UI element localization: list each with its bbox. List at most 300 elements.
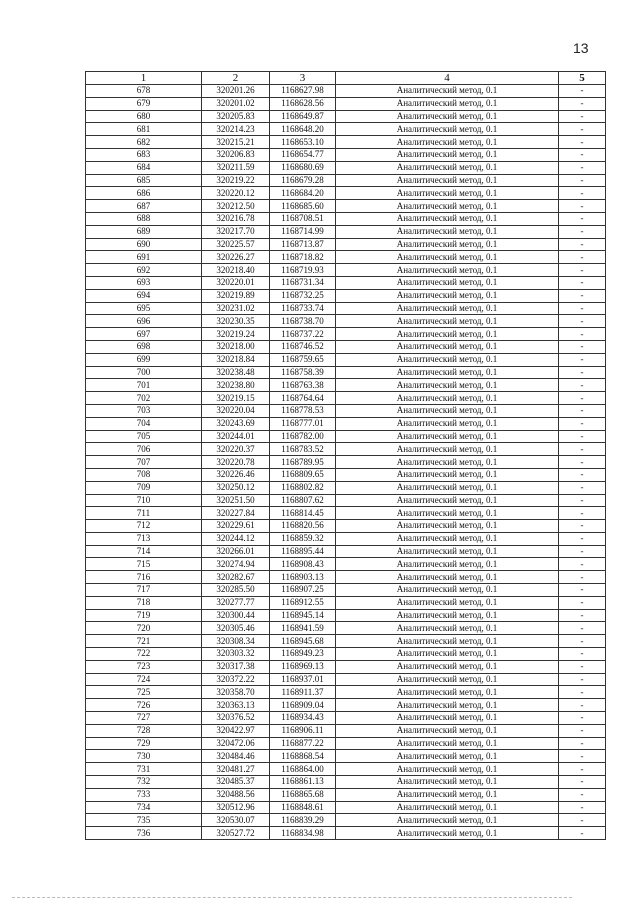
x-coordinate-cell: 320376.52 <box>202 712 270 725</box>
column-5-cell: - <box>559 827 606 840</box>
column-5-cell: - <box>559 97 606 110</box>
method-cell: Аналитический метод, 0.1 <box>336 507 559 520</box>
y-coordinate-cell: 1168783.52 <box>270 443 336 456</box>
method-cell: Аналитический метод, 0.1 <box>336 545 559 558</box>
point-number-cell: 691 <box>86 251 202 264</box>
table-row <box>86 187 606 200</box>
method-cell: Аналитический метод, 0.1 <box>336 481 559 494</box>
point-number-cell: 694 <box>86 289 202 302</box>
y-coordinate-cell: 1168713.87 <box>270 238 336 251</box>
x-coordinate-cell: 320243.69 <box>202 417 270 430</box>
y-coordinate-cell: 1168807.62 <box>270 494 336 507</box>
point-number-cell: 692 <box>86 264 202 277</box>
point-number-cell: 688 <box>86 212 202 225</box>
y-coordinate-cell: 1168708.51 <box>270 212 336 225</box>
point-number-cell: 730 <box>86 750 202 763</box>
table-row <box>86 340 606 353</box>
x-coordinate-cell: 320220.12 <box>202 187 270 200</box>
column-5-cell: - <box>559 648 606 661</box>
column-5-cell: - <box>559 302 606 315</box>
point-number-cell: 719 <box>86 609 202 622</box>
table-row <box>86 392 606 405</box>
column-5-cell: - <box>559 788 606 801</box>
footer-divider <box>12 897 572 898</box>
y-coordinate-cell: 1168789.95 <box>270 456 336 469</box>
x-coordinate-cell: 320212.50 <box>202 200 270 213</box>
y-coordinate-cell: 1168654.77 <box>270 148 336 161</box>
y-coordinate-cell: 1168903.13 <box>270 571 336 584</box>
point-number-cell: 734 <box>86 801 202 814</box>
y-coordinate-cell: 1168839.29 <box>270 814 336 827</box>
column-5-cell: - <box>559 545 606 558</box>
point-number-cell: 700 <box>86 366 202 379</box>
column-5-cell: - <box>559 776 606 789</box>
y-coordinate-cell: 1168777.01 <box>270 417 336 430</box>
table-row <box>86 200 606 213</box>
point-number-cell: 686 <box>86 187 202 200</box>
point-number-cell: 735 <box>86 814 202 827</box>
y-coordinate-cell: 1168949.23 <box>270 648 336 661</box>
column-5-cell: - <box>559 712 606 725</box>
column-5-cell: - <box>559 801 606 814</box>
column-5-cell: - <box>559 366 606 379</box>
method-cell: Аналитический метод, 0.1 <box>336 379 559 392</box>
page-number: 13 <box>573 40 589 56</box>
method-cell: Аналитический метод, 0.1 <box>336 187 559 200</box>
table-row <box>86 686 606 699</box>
table-row <box>86 494 606 507</box>
y-coordinate-cell: 1168865.68 <box>270 788 336 801</box>
table-row <box>86 302 606 315</box>
y-coordinate-cell: 1168911.37 <box>270 686 336 699</box>
point-number-cell: 732 <box>86 776 202 789</box>
method-cell: Аналитический метод, 0.1 <box>336 494 559 507</box>
x-coordinate-cell: 320317.38 <box>202 660 270 673</box>
table-row <box>86 481 606 494</box>
x-coordinate-cell: 320250.12 <box>202 481 270 494</box>
method-cell: Аналитический метод, 0.1 <box>336 366 559 379</box>
x-coordinate-cell: 320220.04 <box>202 404 270 417</box>
y-coordinate-cell: 1168859.32 <box>270 532 336 545</box>
point-number-cell: 715 <box>86 558 202 571</box>
method-cell: Аналитический метод, 0.1 <box>336 302 559 315</box>
point-number-cell: 703 <box>86 404 202 417</box>
column-5-cell: - <box>559 417 606 430</box>
method-cell: Аналитический метод, 0.1 <box>336 673 559 686</box>
y-coordinate-cell: 1168782.00 <box>270 430 336 443</box>
method-cell: Аналитический метод, 0.1 <box>336 404 559 417</box>
point-number-cell: 720 <box>86 622 202 635</box>
column-5-cell: - <box>559 673 606 686</box>
column-5-cell: - <box>559 507 606 520</box>
x-coordinate-cell: 320485.37 <box>202 776 270 789</box>
table-row <box>86 315 606 328</box>
coordinates-table <box>85 71 606 840</box>
x-coordinate-cell: 320218.84 <box>202 353 270 366</box>
method-cell: Аналитический метод, 0.1 <box>336 110 559 123</box>
x-coordinate-cell: 320300.44 <box>202 609 270 622</box>
column-5-cell: - <box>559 750 606 763</box>
table-header-row <box>86 72 606 85</box>
method-cell: Аналитический метод, 0.1 <box>336 520 559 533</box>
column-5-cell: - <box>559 686 606 699</box>
point-number-cell: 721 <box>86 635 202 648</box>
point-number-cell: 702 <box>86 392 202 405</box>
method-cell: Аналитический метод, 0.1 <box>336 225 559 238</box>
table-row <box>86 97 606 110</box>
header-point-number: 1 <box>86 72 202 85</box>
table-row <box>86 417 606 430</box>
y-coordinate-cell: 1168731.34 <box>270 276 336 289</box>
point-number-cell: 714 <box>86 545 202 558</box>
x-coordinate-cell: 320226.46 <box>202 468 270 481</box>
column-5-cell: - <box>559 225 606 238</box>
table-row <box>86 584 606 597</box>
y-coordinate-cell: 1168679.28 <box>270 174 336 187</box>
x-coordinate-cell: 320527.72 <box>202 827 270 840</box>
method-cell: Аналитический метод, 0.1 <box>336 392 559 405</box>
method-cell: Аналитический метод, 0.1 <box>336 737 559 750</box>
method-cell: Аналитический метод, 0.1 <box>336 648 559 661</box>
x-coordinate-cell: 320303.32 <box>202 648 270 661</box>
y-coordinate-cell: 1168877.22 <box>270 737 336 750</box>
table-row <box>86 660 606 673</box>
method-cell: Аналитический метод, 0.1 <box>336 251 559 264</box>
x-coordinate-cell: 320266.01 <box>202 545 270 558</box>
point-number-cell: 717 <box>86 584 202 597</box>
table-row <box>86 788 606 801</box>
x-coordinate-cell: 320488.56 <box>202 788 270 801</box>
table-row <box>86 827 606 840</box>
y-coordinate-cell: 1168738.70 <box>270 315 336 328</box>
y-coordinate-cell: 1168908.43 <box>270 558 336 571</box>
column-5-cell: - <box>559 763 606 776</box>
table-row <box>86 520 606 533</box>
x-coordinate-cell: 320484.46 <box>202 750 270 763</box>
table-row <box>86 507 606 520</box>
table-row <box>86 328 606 341</box>
point-number-cell: 689 <box>86 225 202 238</box>
y-coordinate-cell: 1168861.13 <box>270 776 336 789</box>
column-5-cell: - <box>559 315 606 328</box>
table-row <box>86 123 606 136</box>
table-row <box>86 699 606 712</box>
x-coordinate-cell: 320214.23 <box>202 123 270 136</box>
method-cell: Аналитический метод, 0.1 <box>336 699 559 712</box>
point-number-cell: 716 <box>86 571 202 584</box>
column-5-cell: - <box>559 328 606 341</box>
point-number-cell: 706 <box>86 443 202 456</box>
x-coordinate-cell: 320238.80 <box>202 379 270 392</box>
y-coordinate-cell: 1168759.65 <box>270 353 336 366</box>
x-coordinate-cell: 320472.06 <box>202 737 270 750</box>
method-cell: Аналитический метод, 0.1 <box>336 776 559 789</box>
x-coordinate-cell: 320422.97 <box>202 724 270 737</box>
table-row <box>86 468 606 481</box>
table-row <box>86 289 606 302</box>
table-row <box>86 545 606 558</box>
method-cell: Аналитический метод, 0.1 <box>336 558 559 571</box>
method-cell: Аналитический метод, 0.1 <box>336 443 559 456</box>
table-row <box>86 264 606 277</box>
x-coordinate-cell: 320201.02 <box>202 97 270 110</box>
x-coordinate-cell: 320285.50 <box>202 584 270 597</box>
table-row <box>86 814 606 827</box>
point-number-cell: 723 <box>86 660 202 673</box>
x-coordinate-cell: 320218.40 <box>202 264 270 277</box>
column-5-cell: - <box>559 468 606 481</box>
table-row <box>86 673 606 686</box>
method-cell: Аналитический метод, 0.1 <box>336 276 559 289</box>
table-row <box>86 110 606 123</box>
method-cell: Аналитический метод, 0.1 <box>336 315 559 328</box>
method-cell: Аналитический метод, 0.1 <box>336 289 559 302</box>
x-coordinate-cell: 320227.84 <box>202 507 270 520</box>
method-cell: Аналитический метод, 0.1 <box>336 456 559 469</box>
column-5-cell: - <box>559 238 606 251</box>
method-cell: Аналитический метод, 0.1 <box>336 750 559 763</box>
y-coordinate-cell: 1168649.87 <box>270 110 336 123</box>
table-row <box>86 430 606 443</box>
column-5-cell: - <box>559 110 606 123</box>
method-cell: Аналитический метод, 0.1 <box>336 430 559 443</box>
x-coordinate-cell: 320308.34 <box>202 635 270 648</box>
table-row <box>86 212 606 225</box>
y-coordinate-cell: 1168969.13 <box>270 660 336 673</box>
y-coordinate-cell: 1168737.22 <box>270 328 336 341</box>
x-coordinate-cell: 320372.22 <box>202 673 270 686</box>
method-cell: Аналитический метод, 0.1 <box>336 238 559 251</box>
column-5-cell: - <box>559 276 606 289</box>
table-row <box>86 750 606 763</box>
column-5-cell: - <box>559 494 606 507</box>
table-row <box>86 148 606 161</box>
table-row <box>86 85 606 98</box>
point-number-cell: 685 <box>86 174 202 187</box>
method-cell: Аналитический метод, 0.1 <box>336 660 559 673</box>
method-cell: Аналитический метод, 0.1 <box>336 584 559 597</box>
point-number-cell: 701 <box>86 379 202 392</box>
y-coordinate-cell: 1168864.00 <box>270 763 336 776</box>
method-cell: Аналитический метод, 0.1 <box>336 724 559 737</box>
y-coordinate-cell: 1168814.45 <box>270 507 336 520</box>
y-coordinate-cell: 1168628.56 <box>270 97 336 110</box>
y-coordinate-cell: 1168912.55 <box>270 596 336 609</box>
method-cell: Аналитический метод, 0.1 <box>336 212 559 225</box>
x-coordinate-cell: 320305.46 <box>202 622 270 635</box>
method-cell: Аналитический метод, 0.1 <box>336 174 559 187</box>
x-coordinate-cell: 320226.27 <box>202 251 270 264</box>
y-coordinate-cell: 1168764.64 <box>270 392 336 405</box>
y-coordinate-cell: 1168934.43 <box>270 712 336 725</box>
table-row <box>86 136 606 149</box>
x-coordinate-cell: 320512.96 <box>202 801 270 814</box>
y-coordinate-cell: 1168820.56 <box>270 520 336 533</box>
y-coordinate-cell: 1168746.52 <box>270 340 336 353</box>
column-5-cell: - <box>559 340 606 353</box>
y-coordinate-cell: 1168868.54 <box>270 750 336 763</box>
header-x-coordinate: 2 <box>202 72 270 85</box>
table-row <box>86 648 606 661</box>
point-number-cell: 681 <box>86 123 202 136</box>
x-coordinate-cell: 320238.48 <box>202 366 270 379</box>
point-number-cell: 683 <box>86 148 202 161</box>
x-coordinate-cell: 320220.78 <box>202 456 270 469</box>
column-5-cell: - <box>559 187 606 200</box>
column-5-cell: - <box>559 456 606 469</box>
table-row <box>86 443 606 456</box>
header-method: 4 <box>336 72 559 85</box>
point-number-cell: 733 <box>86 788 202 801</box>
column-5-cell: - <box>559 481 606 494</box>
column-5-cell: - <box>559 200 606 213</box>
column-5-cell: - <box>559 251 606 264</box>
x-coordinate-cell: 320217.70 <box>202 225 270 238</box>
point-number-cell: 704 <box>86 417 202 430</box>
column-5-cell: - <box>559 264 606 277</box>
point-number-cell: 679 <box>86 97 202 110</box>
column-5-cell: - <box>559 392 606 405</box>
x-coordinate-cell: 320229.61 <box>202 520 270 533</box>
table-row <box>86 801 606 814</box>
column-5-cell: - <box>559 558 606 571</box>
method-cell: Аналитический метод, 0.1 <box>336 763 559 776</box>
method-cell: Аналитический метод, 0.1 <box>336 827 559 840</box>
x-coordinate-cell: 320218.00 <box>202 340 270 353</box>
point-number-cell: 705 <box>86 430 202 443</box>
x-coordinate-cell: 320215.21 <box>202 136 270 149</box>
method-cell: Аналитический метод, 0.1 <box>336 328 559 341</box>
x-coordinate-cell: 320201.26 <box>202 85 270 98</box>
point-number-cell: 693 <box>86 276 202 289</box>
y-coordinate-cell: 1168719.93 <box>270 264 336 277</box>
y-coordinate-cell: 1168945.68 <box>270 635 336 648</box>
method-cell: Аналитический метод, 0.1 <box>336 532 559 545</box>
point-number-cell: 709 <box>86 481 202 494</box>
method-cell: Аналитический метод, 0.1 <box>336 801 559 814</box>
y-coordinate-cell: 1168653.10 <box>270 136 336 149</box>
x-coordinate-cell: 320205.83 <box>202 110 270 123</box>
x-coordinate-cell: 320206.83 <box>202 148 270 161</box>
method-cell: Аналитический метод, 0.1 <box>336 622 559 635</box>
method-cell: Аналитический метод, 0.1 <box>336 814 559 827</box>
y-coordinate-cell: 1168732.25 <box>270 289 336 302</box>
x-coordinate-cell: 320219.22 <box>202 174 270 187</box>
y-coordinate-cell: 1168941.59 <box>270 622 336 635</box>
x-coordinate-cell: 320244.01 <box>202 430 270 443</box>
column-5-cell: - <box>559 724 606 737</box>
x-coordinate-cell: 320244.12 <box>202 532 270 545</box>
point-number-cell: 726 <box>86 699 202 712</box>
method-cell: Аналитический метод, 0.1 <box>336 123 559 136</box>
method-cell: Аналитический метод, 0.1 <box>336 148 559 161</box>
method-cell: Аналитический метод, 0.1 <box>336 200 559 213</box>
column-5-cell: - <box>559 532 606 545</box>
y-coordinate-cell: 1168834.98 <box>270 827 336 840</box>
point-number-cell: 725 <box>86 686 202 699</box>
table-body <box>86 85 606 840</box>
column-5-cell: - <box>559 379 606 392</box>
method-cell: Аналитический метод, 0.1 <box>336 97 559 110</box>
table-row <box>86 622 606 635</box>
x-coordinate-cell: 320231.02 <box>202 302 270 315</box>
y-coordinate-cell: 1168945.14 <box>270 609 336 622</box>
point-number-cell: 724 <box>86 673 202 686</box>
y-coordinate-cell: 1168718.82 <box>270 251 336 264</box>
table-row <box>86 724 606 737</box>
point-number-cell: 731 <box>86 763 202 776</box>
point-number-cell: 712 <box>86 520 202 533</box>
x-coordinate-cell: 320219.15 <box>202 392 270 405</box>
column-5-cell: - <box>559 584 606 597</box>
table-row <box>86 379 606 392</box>
y-coordinate-cell: 1168809.65 <box>270 468 336 481</box>
x-coordinate-cell: 320225.57 <box>202 238 270 251</box>
column-5-cell: - <box>559 609 606 622</box>
column-5-cell: - <box>559 289 606 302</box>
table-row <box>86 353 606 366</box>
column-5-cell: - <box>559 443 606 456</box>
table-row <box>86 712 606 725</box>
point-number-cell: 678 <box>86 85 202 98</box>
point-number-cell: 682 <box>86 136 202 149</box>
point-number-cell: 722 <box>86 648 202 661</box>
y-coordinate-cell: 1168778.53 <box>270 404 336 417</box>
point-number-cell: 698 <box>86 340 202 353</box>
column-5-cell: - <box>559 148 606 161</box>
y-coordinate-cell: 1168848.61 <box>270 801 336 814</box>
column-5-cell: - <box>559 635 606 648</box>
y-coordinate-cell: 1168684.20 <box>270 187 336 200</box>
table-row <box>86 532 606 545</box>
column-5-cell: - <box>559 85 606 98</box>
method-cell: Аналитический метод, 0.1 <box>336 788 559 801</box>
method-cell: Аналитический метод, 0.1 <box>336 635 559 648</box>
point-number-cell: 690 <box>86 238 202 251</box>
table-row <box>86 763 606 776</box>
column-5-cell: - <box>559 622 606 635</box>
table-row <box>86 609 606 622</box>
x-coordinate-cell: 320274.94 <box>202 558 270 571</box>
column-5-cell: - <box>559 123 606 136</box>
method-cell: Аналитический метод, 0.1 <box>336 264 559 277</box>
x-coordinate-cell: 320282.67 <box>202 571 270 584</box>
point-number-cell: 727 <box>86 712 202 725</box>
y-coordinate-cell: 1168627.98 <box>270 85 336 98</box>
point-number-cell: 711 <box>86 507 202 520</box>
column-5-cell: - <box>559 737 606 750</box>
x-coordinate-cell: 320219.89 <box>202 289 270 302</box>
column-5-cell: - <box>559 660 606 673</box>
y-coordinate-cell: 1168758.39 <box>270 366 336 379</box>
column-5-cell: - <box>559 161 606 174</box>
header-y-coordinate: 3 <box>270 72 336 85</box>
y-coordinate-cell: 1168937.01 <box>270 673 336 686</box>
y-coordinate-cell: 1168733.74 <box>270 302 336 315</box>
method-cell: Аналитический метод, 0.1 <box>336 596 559 609</box>
x-coordinate-cell: 320216.78 <box>202 212 270 225</box>
point-number-cell: 708 <box>86 468 202 481</box>
point-number-cell: 699 <box>86 353 202 366</box>
column-5-cell: - <box>559 404 606 417</box>
y-coordinate-cell: 1168909.04 <box>270 699 336 712</box>
y-coordinate-cell: 1168906.11 <box>270 724 336 737</box>
method-cell: Аналитический метод, 0.1 <box>336 353 559 366</box>
table-row <box>86 366 606 379</box>
point-number-cell: 684 <box>86 161 202 174</box>
point-number-cell: 680 <box>86 110 202 123</box>
table-row <box>86 737 606 750</box>
